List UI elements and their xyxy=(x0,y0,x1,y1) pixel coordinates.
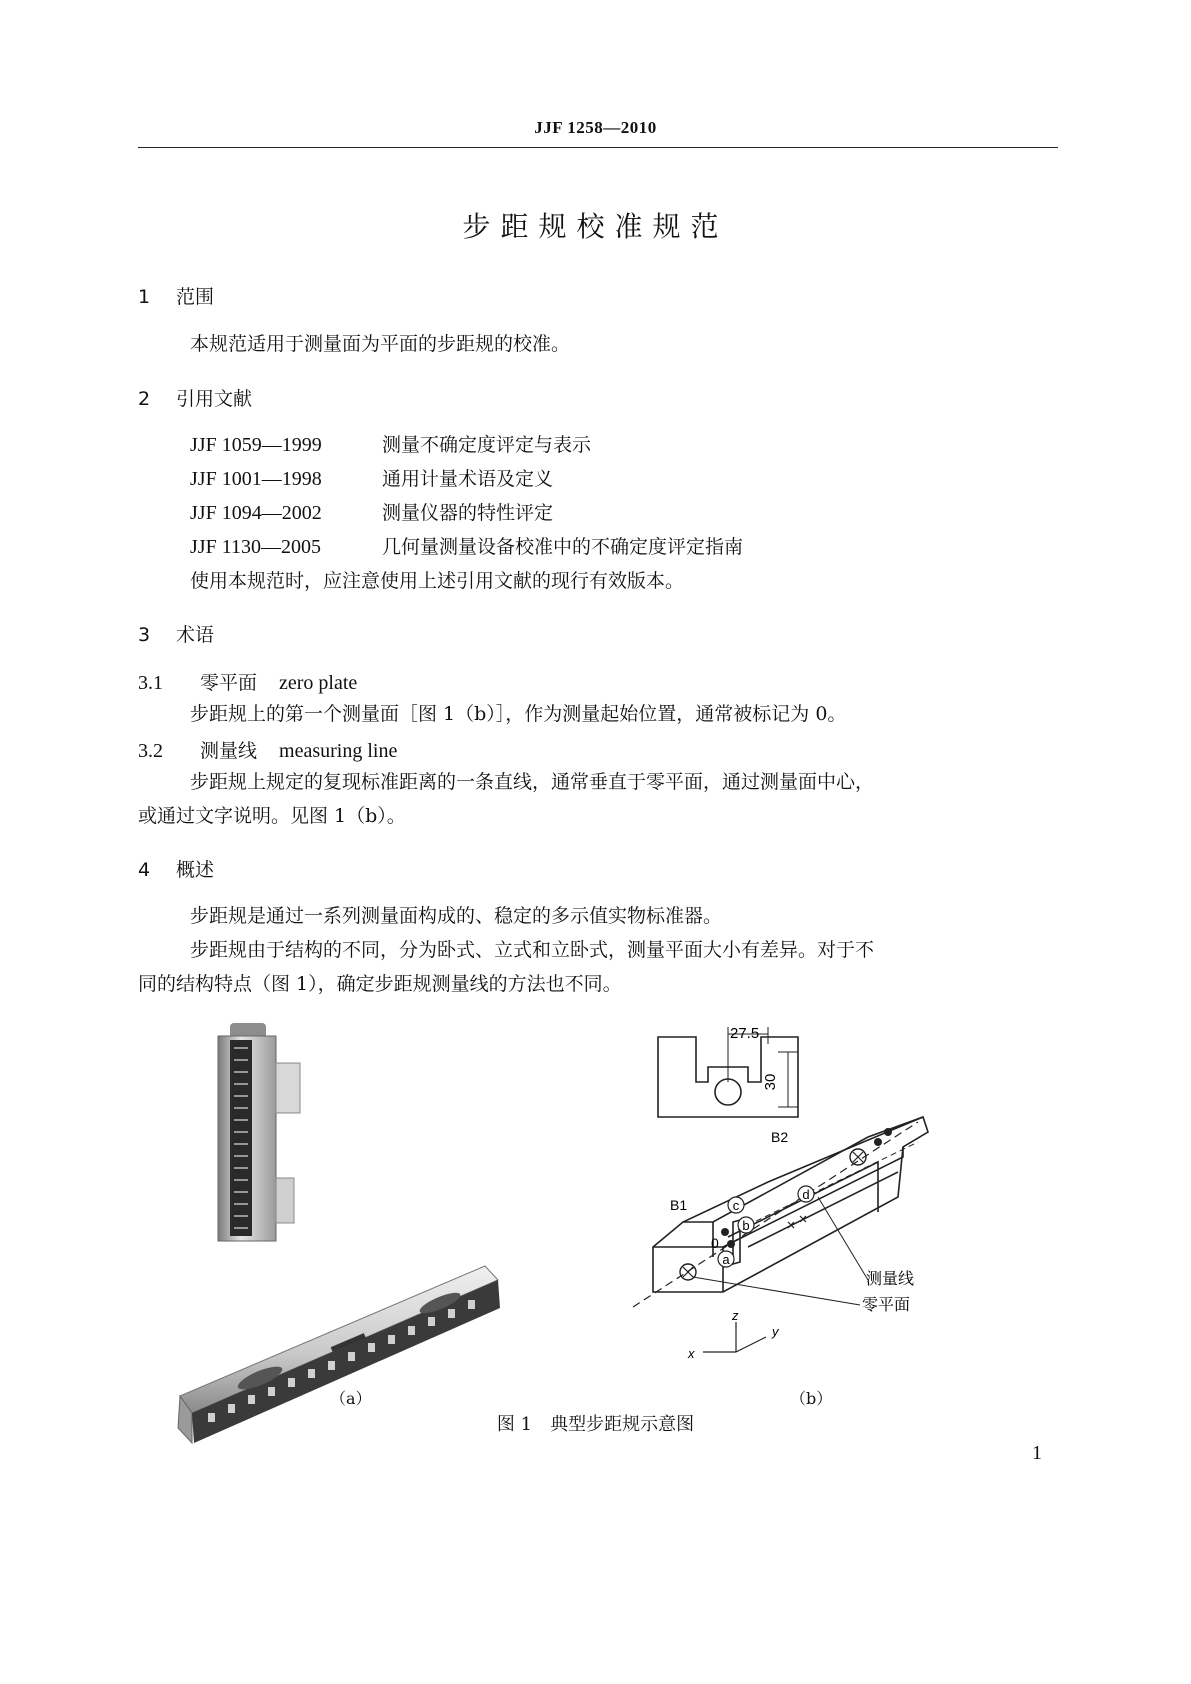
axis-x-label: x xyxy=(688,1346,695,1361)
label-a: a xyxy=(722,1252,730,1267)
term-chinese: 零平面 xyxy=(200,672,258,694)
page-number: 1 xyxy=(1032,1442,1042,1464)
vertical-step-gauge xyxy=(218,1023,300,1241)
section-1-body: 本规范适用于测量面为平面的步距规的校准。 xyxy=(190,333,571,355)
axis-y-label: y xyxy=(772,1324,779,1339)
term-chinese: 测量线 xyxy=(200,740,258,762)
measuring-line-label: 测量线 xyxy=(866,1271,915,1288)
section-1-title: 范围 xyxy=(176,286,215,308)
reference-note: 使用本规范时，应注意使用上述引用文献的现行有效版本。 xyxy=(190,570,685,592)
term-english: measuring line xyxy=(279,740,398,762)
section-2-heading xyxy=(138,384,252,411)
header-rule xyxy=(138,147,1058,148)
section-4-paragraph-2-line2: 同的结构特点（图 1），确定步距规测量线的方法也不同。 xyxy=(138,973,622,995)
dimension-height-label: 30 xyxy=(762,1073,779,1091)
reference-title: 几何量测量设备校准中的不确定度评定指南 xyxy=(382,536,744,558)
axis-z-label: z xyxy=(732,1308,739,1323)
reference-code: JJF 1130—2005 xyxy=(190,536,321,558)
reference-item xyxy=(190,535,743,559)
label-zero: 0 xyxy=(711,1235,719,1251)
section-4-paragraph-2-line1: 步距规由于结构的不同，分为卧式、立式和立卧式，测量平面大小有差异。对于不 xyxy=(190,939,875,961)
term-number: 3.2 xyxy=(138,740,163,762)
figure-1b-caption: （b） xyxy=(790,1389,833,1408)
label-b: b xyxy=(742,1218,750,1233)
reference-item xyxy=(190,501,553,525)
figure-1-title: 图 1 典型步距规示意图 xyxy=(496,1414,695,1435)
section-4-paragraph-1: 步距规是通过一系列测量面构成的、稳定的多示值实物标准器。 xyxy=(190,905,723,927)
document-title: 步距规校准规范 xyxy=(462,210,729,243)
section-4-heading xyxy=(138,855,214,882)
section-2-title: 引用文献 xyxy=(176,388,253,410)
dimension-width-label: 27.5 xyxy=(730,1025,760,1042)
reference-code: JJF 1059—1999 xyxy=(190,434,322,456)
coordinate-axes xyxy=(703,1322,766,1352)
term-3-2-definition-line2: 或通过文字说明。见图 1（b）。 xyxy=(138,805,406,827)
label-c: c xyxy=(732,1198,740,1213)
term-english: zero plate xyxy=(279,672,358,694)
label-d: d xyxy=(802,1187,810,1202)
reference-code: JJF 1094—2002 xyxy=(190,502,322,524)
section-3-heading xyxy=(138,620,214,647)
section-4-number: 4 xyxy=(138,859,151,881)
term-3-2-definition-line1: 步距规上规定的复现标准距离的一条直线，通常垂直于零平面，通过测量面中心， xyxy=(190,771,875,793)
term-number: 3.1 xyxy=(138,672,163,694)
reference-code: JJF 1001—1998 xyxy=(190,468,322,490)
cross-section-circle xyxy=(715,1079,741,1105)
zero-plane-label: 零平面 xyxy=(862,1297,911,1314)
section-3-number: 3 xyxy=(138,624,151,646)
reference-title: 测量不确定度评定与表示 xyxy=(382,434,592,456)
section-4-title: 概述 xyxy=(176,859,215,881)
standard-number: JJF 1258—2010 xyxy=(534,118,657,137)
figure-1a-caption: （a） xyxy=(330,1389,372,1408)
reference-item xyxy=(190,467,553,491)
section-1-heading xyxy=(138,282,214,309)
section-2-number: 2 xyxy=(138,388,151,410)
figure-1a-step-gauge-photo xyxy=(170,1018,590,1458)
section-1-number: 1 xyxy=(138,286,151,308)
reference-title: 测量仪器的特性评定 xyxy=(382,502,554,524)
section-3-title: 术语 xyxy=(176,624,215,646)
term-3-1-definition: 步距规上的第一个测量面［图 1（b）］，作为测量起始位置，通常被标记为 0。 xyxy=(190,703,847,725)
reference-item xyxy=(190,433,591,457)
label-b1: B1 xyxy=(670,1197,688,1213)
reference-title: 通用计量术语及定义 xyxy=(382,468,554,490)
term-3-1 xyxy=(138,668,357,695)
label-b2: B2 xyxy=(771,1129,789,1145)
term-3-2 xyxy=(138,736,397,763)
